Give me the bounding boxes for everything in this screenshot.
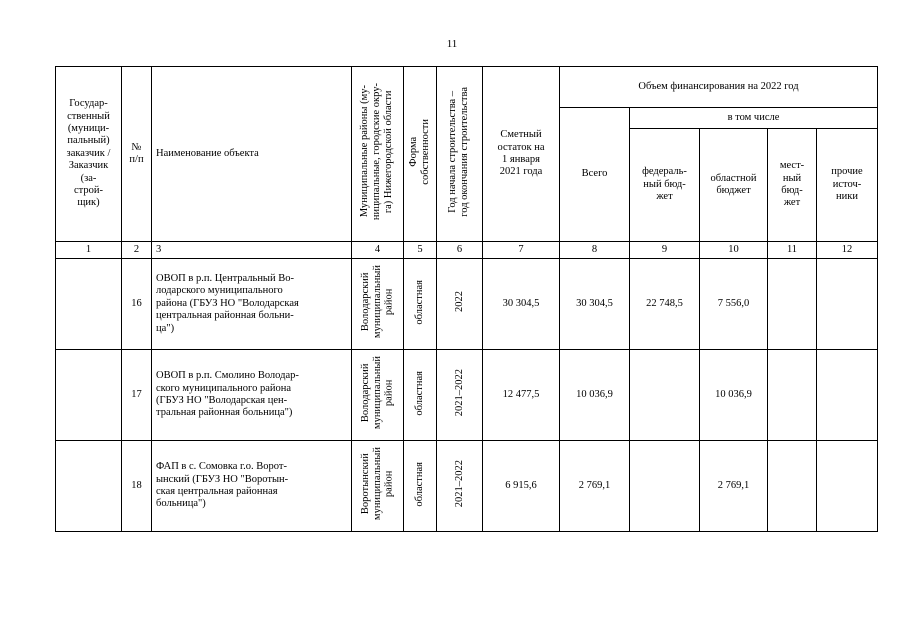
header-districts	[352, 67, 404, 242]
row-balance: 6 915,6	[483, 441, 560, 532]
row-ownership: областная	[404, 259, 437, 350]
column-numbers-row	[56, 242, 878, 259]
column-number: 2	[122, 242, 152, 259]
row-regional: 10 036,9	[700, 350, 768, 441]
row-customer	[56, 441, 122, 532]
row-num: 17	[122, 350, 152, 441]
column-number: 5	[404, 242, 437, 259]
header-object-name: Наименование объекта	[152, 67, 352, 242]
row-federal: 22 748,5	[630, 259, 700, 350]
column-number: 7	[483, 242, 560, 259]
row-federal	[630, 441, 700, 532]
header-ownership-line2: собственности	[420, 118, 431, 185]
page-number: 11	[446, 38, 458, 50]
header-districts-line3: га) Нижегородской области	[383, 90, 395, 214]
header-num: № п/п	[122, 67, 152, 242]
header-districts-line1: Муниципальные районы (му-	[359, 85, 371, 218]
header-including: в том числе	[630, 108, 878, 129]
header-years	[437, 67, 483, 242]
financing-table	[55, 66, 878, 532]
row-object-name: ОВОП в р.п. Центральный Во- лодарского муниципального района (ГБУЗ НО "Володарская центральная районная больни- ца")	[152, 259, 352, 350]
header-years-line2: год окончания строительства	[459, 86, 471, 217]
row-total: 10 036,9	[560, 350, 630, 441]
row-years: 2021–2022	[437, 350, 483, 441]
row-num: 18	[122, 441, 152, 532]
row-regional: 7 556,0	[700, 259, 768, 350]
column-number: 4	[352, 242, 404, 259]
header-regional: областной бюджет	[700, 129, 768, 242]
header-balance: Сметный остаток на 1 января 2021 года	[483, 67, 560, 242]
row-other	[817, 259, 878, 350]
header-federal: федераль- ный бюд- жет	[630, 129, 700, 242]
header-districts-line2: ниципальные, городские окру-	[371, 83, 383, 221]
row-district: Воротынский муниципальный район	[352, 441, 404, 532]
row-local	[768, 441, 817, 532]
row-num: 16	[122, 259, 152, 350]
header-customer: Государ- ственный (муници- пальный) заказчик / Заказчик (за- строй- щик)	[56, 67, 122, 242]
header-years-line1: Год начала строительства –	[447, 90, 459, 213]
row-ownership: областная	[404, 441, 437, 532]
row-regional: 2 769,1	[700, 441, 768, 532]
header-total: Всего	[560, 108, 630, 242]
header-ownership-line1: Форма	[407, 136, 419, 167]
column-number: 9	[630, 242, 700, 259]
column-number: 1	[56, 242, 122, 259]
row-district: Володарский муниципальный район	[352, 350, 404, 441]
column-number: 12	[817, 242, 878, 259]
row-balance: 30 304,5	[483, 259, 560, 350]
row-balance: 12 477,5	[483, 350, 560, 441]
row-total: 30 304,5	[560, 259, 630, 350]
column-number: 10	[700, 242, 768, 259]
row-customer	[56, 259, 122, 350]
row-federal	[630, 350, 700, 441]
table-row	[56, 350, 878, 441]
column-number: 8	[560, 242, 630, 259]
row-district: Володарский муниципальный район	[352, 259, 404, 350]
header-local: мест- ный бюд- жет	[768, 129, 817, 242]
row-local	[768, 259, 817, 350]
row-other	[817, 350, 878, 441]
header-ownership	[404, 67, 437, 242]
column-number: 6	[437, 242, 483, 259]
row-ownership: областная	[404, 350, 437, 441]
row-object-name: ФАП в с. Сомовка г.о. Ворот- ынский (ГБУЗ НО "Воротын- ская центральная районная больница")	[152, 441, 352, 532]
table-row	[56, 259, 878, 350]
row-local	[768, 350, 817, 441]
row-total: 2 769,1	[560, 441, 630, 532]
column-number: 11	[768, 242, 817, 259]
row-years: 2022	[437, 259, 483, 350]
row-object-name: ОВОП в р.п. Смолино Володар- ского муниципального района (ГБУЗ НО "Володарская цен- тральная районная больница")	[152, 350, 352, 441]
table-row	[56, 441, 878, 532]
header-financing: Объем финансирования на 2022 год	[560, 67, 878, 108]
row-other	[817, 441, 878, 532]
header-other: прочие источ- ники	[817, 129, 878, 242]
row-years: 2021–2022	[437, 441, 483, 532]
row-customer	[56, 350, 122, 441]
column-number: 3	[152, 242, 352, 259]
